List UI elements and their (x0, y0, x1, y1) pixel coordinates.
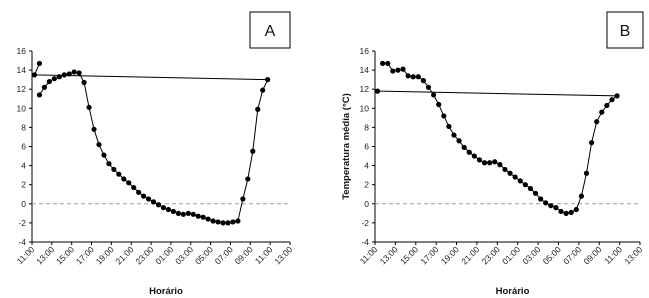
x-axis-title: Horário (149, 286, 183, 297)
data-point (614, 93, 619, 98)
y-tick-label: 4 (21, 160, 26, 171)
data-point (146, 196, 151, 201)
data-point (385, 61, 390, 66)
data-point (538, 196, 543, 201)
y-tick-label: -2 (18, 217, 26, 228)
y-tick-label: 6 (21, 141, 26, 152)
y-tick-label: 16 (16, 46, 26, 56)
data-point (472, 153, 477, 158)
y-tick-label: 14 (359, 65, 369, 76)
x-tick-label: 15:00 (53, 244, 77, 267)
data-point (543, 200, 548, 205)
data-point (446, 124, 451, 129)
data-point (569, 210, 574, 215)
y-tick-label: 6 (364, 141, 369, 152)
data-point (136, 190, 141, 195)
data-point (477, 157, 482, 162)
x-tick-label: 09:00 (232, 244, 255, 267)
data-point (579, 194, 584, 199)
x-tick-label: 11:00 (14, 244, 37, 267)
data-point (599, 110, 604, 115)
data-point (416, 74, 421, 79)
x-tick-label: 15:00 (398, 244, 421, 267)
data-point (141, 194, 146, 199)
data-point (225, 220, 230, 225)
x-tick-label: 13:00 (377, 244, 400, 267)
data-point (395, 68, 400, 73)
y-tick-label: 12 (16, 84, 26, 95)
data-point (497, 162, 502, 167)
x-tick-label: 07:00 (561, 244, 584, 267)
y-tick-label: 8 (364, 122, 369, 133)
data-point (62, 72, 67, 77)
data-point (390, 68, 395, 73)
data-point (101, 152, 106, 157)
x-tick-label: 01:00 (153, 244, 176, 267)
data-point (196, 214, 201, 219)
data-point (533, 191, 538, 196)
x-tick-label: 21:00 (459, 244, 482, 267)
data-point (86, 105, 91, 110)
data-point (431, 92, 436, 97)
y-axis-title: Temperatura média (°C) (341, 93, 352, 200)
data-point (220, 220, 225, 225)
x-tick-label: 13:00 (622, 244, 645, 267)
x-tick-label: 09:00 (581, 244, 604, 267)
data-point (558, 209, 563, 214)
y-tick-label: 2 (364, 179, 369, 190)
data-point (181, 212, 186, 217)
data-point (482, 160, 487, 165)
data-point (492, 159, 497, 164)
y-tick-label: 10 (359, 103, 369, 114)
data-point (72, 69, 77, 74)
data-point (245, 176, 250, 181)
y-tick-label: 2 (21, 179, 26, 190)
data-point (37, 92, 42, 97)
x-tick-label: 03:00 (173, 244, 196, 267)
data-point (96, 142, 101, 147)
data-point (255, 107, 260, 112)
x-tick-label: 17:00 (73, 244, 96, 267)
data-point (523, 182, 528, 187)
y-tick-label: -4 (361, 237, 369, 247)
y-tick-label: 10 (16, 103, 26, 114)
data-point (513, 174, 518, 179)
data-point (176, 211, 181, 216)
data-point (215, 219, 220, 224)
data-point (502, 167, 507, 172)
x-tick-label: 23:00 (479, 244, 502, 267)
y-tick-label: -4 (18, 237, 26, 247)
data-point (32, 72, 37, 77)
y-tick-label: 0 (364, 198, 369, 209)
data-point (91, 127, 96, 132)
x-tick-label: 05:00 (540, 244, 563, 267)
data-point (77, 70, 82, 75)
data-point (411, 74, 416, 79)
x-tick-label: 03:00 (520, 244, 543, 267)
data-point (528, 186, 533, 191)
data-point (106, 161, 111, 166)
data-point (240, 196, 245, 201)
data-point (210, 218, 215, 223)
x-tick-label: 07:00 (212, 244, 235, 267)
y-tick-label: 4 (364, 160, 369, 171)
data-point (375, 89, 380, 94)
panel-label: A (264, 23, 276, 40)
data-point (186, 211, 191, 216)
data-point (131, 185, 136, 190)
data-point (116, 172, 121, 177)
y-tick-label: 16 (359, 46, 369, 56)
data-point (518, 178, 523, 183)
data-point (166, 207, 171, 212)
data-point (604, 103, 609, 108)
data-point (265, 77, 270, 82)
data-point (126, 180, 131, 185)
data-point (201, 215, 206, 220)
x-tick-label: 01:00 (499, 244, 523, 267)
data-point (400, 67, 405, 72)
y-tick-label: 8 (21, 122, 26, 133)
data-point (594, 119, 599, 124)
data-point (81, 80, 86, 85)
x-tick-label: 11:00 (602, 244, 625, 267)
data-point (380, 61, 385, 66)
x-tick-label: 13:00 (272, 244, 295, 267)
data-point (111, 167, 116, 172)
y-tick-label: 0 (21, 198, 26, 209)
x-tick-label: 19:00 (93, 244, 116, 267)
data-point (456, 138, 461, 143)
x-axis-title: Horário (495, 286, 530, 297)
x-tick-label: 21:00 (113, 244, 136, 267)
x-tick-label: 19:00 (438, 244, 461, 267)
data-point (564, 211, 569, 216)
data-point (406, 73, 411, 78)
data-point (421, 78, 426, 83)
data-point (191, 212, 196, 217)
data-point (574, 207, 579, 212)
chart-panel-a (15, 12, 295, 297)
data-point (42, 85, 47, 90)
data-point (548, 203, 553, 208)
data-point (67, 71, 72, 76)
data-point (230, 219, 235, 224)
x-tick-label: 17:00 (418, 244, 441, 267)
x-tick-label: 13:00 (34, 244, 57, 267)
data-point (507, 171, 512, 176)
data-point (206, 216, 211, 221)
data-point (151, 199, 156, 204)
data-point (52, 76, 57, 81)
data-point (487, 160, 492, 165)
data-point (171, 209, 176, 214)
x-tick-label: 11:00 (252, 244, 275, 267)
x-tick-label: 05:00 (192, 244, 216, 267)
data-point (121, 176, 126, 181)
data-point (589, 140, 594, 145)
data-point (156, 202, 161, 207)
data-point (467, 150, 472, 155)
y-tick-label: 14 (16, 65, 26, 76)
data-point (260, 88, 265, 93)
data-point (250, 149, 255, 154)
data-point (441, 113, 446, 118)
panel-label: B (619, 23, 631, 40)
y-tick-label: -2 (361, 217, 369, 228)
y-tick-label: 12 (359, 84, 369, 95)
data-point (451, 132, 456, 137)
data-point (584, 171, 589, 176)
data-point (426, 85, 431, 90)
chart-panel-b (341, 12, 645, 297)
data-point (161, 205, 166, 210)
data-point (553, 205, 558, 210)
data-point (47, 79, 52, 84)
x-tick-label: 11:00 (357, 244, 380, 267)
data-point (609, 97, 614, 102)
data-point (235, 218, 240, 223)
data-point (57, 74, 62, 79)
series-line (378, 63, 618, 213)
data-point (37, 61, 42, 66)
x-tick-label: 23:00 (133, 244, 156, 267)
data-point (462, 145, 467, 150)
data-point (436, 102, 441, 107)
